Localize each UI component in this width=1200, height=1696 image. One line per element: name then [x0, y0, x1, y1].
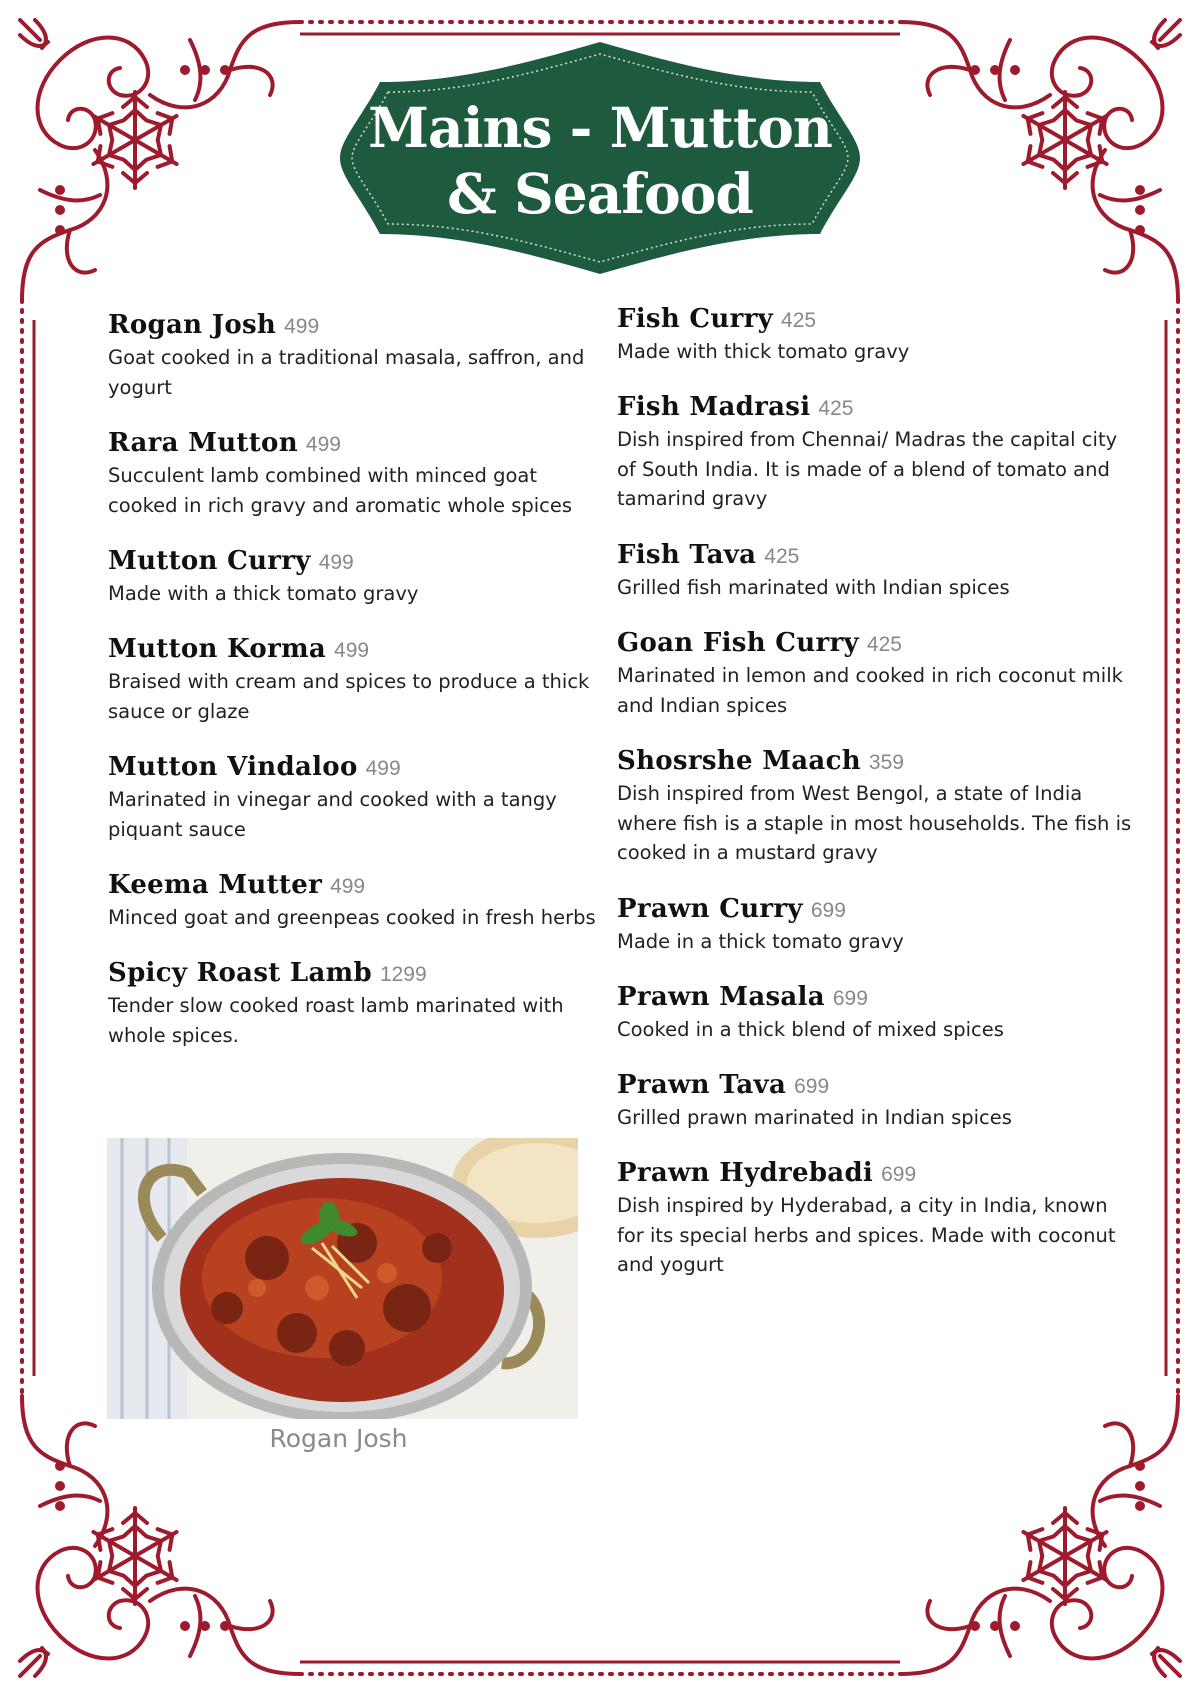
page-title	[360, 95, 840, 227]
item-name: Rara Mutton	[108, 428, 298, 458]
item-name: Fish Tava	[617, 540, 757, 570]
item-name: Prawn Masala	[617, 982, 825, 1012]
item-name: Mutton Korma	[108, 634, 327, 664]
item-price: 499	[318, 551, 354, 574]
item-price: 499	[365, 757, 401, 780]
item-price: 425	[866, 633, 902, 656]
item-name: Prawn Tava	[617, 1070, 787, 1100]
item-name: Spicy Roast Lamb	[108, 958, 372, 988]
item-description: Succulent lamb combined with minced goat cooked in rich gravy and aromatic whole spices	[108, 464, 573, 517]
menu-item	[108, 870, 608, 958]
item-description: Dish inspired from Chennai/ Madras the capital city of South India. It is made of a blend of tomato and tamarind gravy	[617, 428, 1118, 510]
item-price: 499	[305, 433, 341, 456]
item-description: Made in a thick tomato gravy	[617, 930, 904, 953]
menu-item	[617, 1070, 1137, 1158]
item-name: Rogan Josh	[108, 310, 277, 340]
menu-item	[108, 752, 608, 870]
menu-item	[108, 546, 608, 634]
menu-item	[108, 958, 608, 1076]
item-price: 499	[284, 315, 320, 338]
item-name: Shosrshe Maach	[617, 746, 861, 776]
item-price: 359	[868, 751, 904, 774]
menu-item	[617, 894, 1137, 982]
item-description: Cooked in a thick blend of mixed spices	[617, 1018, 1004, 1041]
item-name: Mutton Curry	[108, 546, 311, 576]
menu-item	[617, 1158, 1137, 1306]
item-name: Prawn Curry	[617, 894, 803, 924]
item-price: 699	[810, 899, 846, 922]
item-description: Minced goat and greenpeas cooked in fresh herbs	[108, 906, 596, 929]
menu-item	[617, 304, 1137, 392]
title-line-1: Mains - Mutton	[368, 95, 832, 160]
item-name: Prawn Hydrebadi	[617, 1158, 874, 1188]
item-description: Marinated in lemon and cooked in rich coconut milk and Indian spices	[617, 664, 1123, 717]
item-price: 699	[832, 987, 868, 1010]
item-description: Made with thick tomato gravy	[617, 340, 910, 363]
item-price: 425	[781, 309, 817, 332]
photo-caption: Rogan Josh	[269, 1424, 408, 1453]
item-price: 699	[794, 1075, 830, 1098]
item-description: Marinated in vinegar and cooked with a tangy piquant sauce	[108, 788, 557, 841]
item-description: Tender slow cooked roast lamb marinated with whole spices.	[108, 994, 564, 1047]
menu-item	[617, 540, 1137, 628]
seafood-column	[617, 304, 1137, 1306]
item-name: Fish Madrasi	[617, 392, 811, 422]
item-price: 425	[818, 397, 854, 420]
menu-item	[108, 428, 608, 546]
mutton-column	[108, 310, 608, 1076]
item-name: Fish Curry	[617, 304, 774, 334]
item-description: Grilled fish marinated with Indian spices	[617, 576, 1010, 599]
rogan-josh-photo	[107, 1138, 578, 1419]
menu-item	[108, 634, 608, 752]
title-line-2: & Seafood	[447, 161, 753, 226]
item-price: 1299	[379, 963, 427, 986]
menu-item	[617, 392, 1137, 540]
item-name: Mutton Vindaloo	[108, 752, 358, 782]
item-name: Keema Mutter	[108, 870, 323, 900]
menu-item	[617, 982, 1137, 1070]
item-price: 425	[764, 545, 800, 568]
menu-item	[617, 628, 1137, 746]
item-description: Goat cooked in a traditional masala, saffron, and yogurt	[108, 346, 585, 399]
item-price: 499	[334, 639, 370, 662]
menu-item	[617, 746, 1137, 894]
item-description: Braised with cream and spices to produce a thick sauce or glaze	[108, 670, 590, 723]
item-description: Dish inspired from West Bengol, a state of India where fish is a staple in most households. The fish is cooked in a mustard gravy	[617, 782, 1132, 864]
item-name: Goan Fish Curry	[617, 628, 859, 658]
item-description: Dish inspired by Hyderabad, a city in India, known for its special herbs and spices. Made with coconut and yogurt	[617, 1194, 1116, 1276]
item-price: 699	[881, 1163, 917, 1186]
item-price: 499	[330, 875, 366, 898]
item-description: Made with a thick tomato gravy	[108, 582, 419, 605]
item-description: Grilled prawn marinated in Indian spices	[617, 1106, 1012, 1129]
menu-item	[108, 310, 608, 428]
